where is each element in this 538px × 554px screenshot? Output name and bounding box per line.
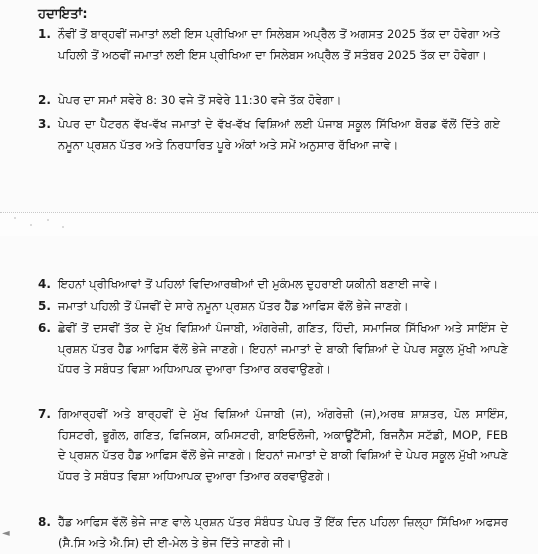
item-number: 2.: [38, 93, 51, 107]
item-number: 4.: [38, 277, 51, 291]
scan-speck: [14, 217, 16, 219]
item-number: 7.: [38, 407, 51, 421]
instructions-heading: ਹਦਾਇਤਾਂ:: [38, 7, 88, 22]
instruction-item-3: [38, 114, 500, 155]
item-number: 8.: [38, 515, 51, 529]
item-text: ਨੌਵੀਂ ਤੋਂ ਬਾਰ੍ਹਵੀਂ ਜਮਾਤਾਂ ਲਈ ਇਸ ਪ੍ਰੀਖਿਆ ਦਾ ਸਿਲੇਬਸ ਅਪ੍ਰੈਲ ਤੋਂ ਅਗਸਤ 2025 ਤੱਕ ਦਾ ਹੋਵੇਗਾ ਅਤੇ ਪਹਿਲੀ ਤੋਂ ਅਠਵੀਂ ਜਮਾਤਾਂ ਲਈ ਇਸ ਪ੍ਰੀਖਿਆ ਦਾ ਸਿਲੇਬਸ ਅਪ੍ਰੈਲ ਤੋਂ ਸਤੰਬਰ 2025 ਤੱਕ ਦਾ ਹੋਵੇਗਾ।: [58, 27, 500, 62]
item-text: ਪੇਪਰ ਦਾ ਪੈਟਰਨ ਵੱਖ-ਵੱਖ ਜਮਾਤਾਂ ਦੇ ਵੱਖ-ਵੱਖ ਵਿਸ਼ਿਆਂ ਲਈ ਪੰਜਾਬ ਸਕੂਲ ਸਿੱਖਿਆ ਬੋਰਡ ਵੱਲੋਂ ਦਿੱਤੇ ਗਏ ਨਮੂਨਾ ਪ੍ਰਸ਼ਨ ਪੱਤਰ ਅਤੇ ਨਿਰਧਾਰਿਤ ਪੂਰੇ ਅੰਕਾਂ ਅਤੇ ਸਮੇਂ ਅਨੁਸਾਰ ਰੱਖਿਆ ਜਾਵੇ।: [58, 117, 500, 152]
instruction-item-4: [38, 274, 508, 295]
item-number: 5.: [38, 299, 51, 313]
scan-speck: [30, 224, 32, 226]
item-text: ਹੈੱਡ ਆਫਿਸ ਵੱਲੋਂ ਭੇਜੇ ਜਾਣ ਵਾਲੇ ਪ੍ਰਸ਼ਨ ਪੱਤਰ ਸੰਬੰਧਤ ਪੇਪਰ ਤੋਂ ਇੱਕ ਦਿਨ ਪਹਿਲਾ ਜ਼ਿਲ੍ਹਾ ਸਿੱਖਿਆ ਅਫਸਰ (ਸੈ.ਸਿ ਅਤੇ ਐ.ਸਿ) ਦੀ ਈ-ਮੇਲ ਤੇ ਭੇਜ ਦਿੱਤੇ ਜਾਣਗੇ ਜੀ।: [58, 515, 508, 550]
item-number: 1.: [38, 27, 51, 41]
item-text: ਛੇਵੀਂ ਤੋਂ ਦਸਵੀਂ ਤੱਕ ਦੇ ਮੁੱਖ ਵਿਸ਼ਿਆਂ ਪੰਜਾਬੀ, ਅੰਗਰੇਜ਼ੀ, ਗਣਿਤ, ਹਿੰਦੀ, ਸਮਾਜਿਕ ਸਿੱਖਿਆ ਅਤੇ ਸਾਇੰਸ ਦੇ ਪ੍ਰਸ਼ਨ ਪੱਤਰ ਹੈਡ ਆਫਿਸ ਵੱਲੋਂ ਭੇਜੇ ਜਾਣਗੇ। ਇਹਨਾਂ ਜਮਾਤਾਂ ਦੇ ਬਾਕੀ ਵਿਸ਼ਿਆਂ ਦੇ ਪੇਪਰ ਸਕੂਲ ਮੁੱਖੀ ਆਪਣੇ ਪੱਧਰ ਤੇ ਸਬੰਧਤ ਵਿਸ਼ਾ ਅਧਿਆਪਕ ਦੁਆਰਾ ਤਿਆਰ ਕਰਵਾਉਣਗੇ।: [58, 321, 508, 376]
instruction-item-8: [38, 512, 508, 553]
instruction-item-1: [38, 24, 500, 65]
item-text: ਪੇਪਰ ਦਾ ਸਮਾਂ ਸਵੇਰੇ 8: 30 ਵਜੇ ਤੋਂ ਸਵੇਰੇ 11:30 ਵਜੇ ਤੱਕ ਹੋਵੇਗਾ।: [58, 93, 342, 107]
page-gap: [0, 212, 538, 237]
instruction-item-7: [38, 404, 508, 486]
document-fragment-top: [0, 0, 538, 212]
instruction-item-5: [38, 296, 508, 317]
document-fragment-bottom: [0, 236, 538, 554]
scan-speck: [47, 219, 49, 221]
item-text: ਜਮਾਤਾਂ ਪਹਿਲੀ ਤੋਂ ਪੰਜਵੀਂ ਦੇ ਸਾਰੇ ਨਮੂਨਾ ਪ੍ਰਸ਼ਨ ਪੱਤਰ ਹੈੱਡ ਆਫਿਸ ਵੱਲੋਂ ਭੇਜੇ ਜਾਣਗੇ।: [58, 299, 409, 313]
item-number: 3.: [38, 117, 51, 131]
item-text: ਇਹਨਾਂ ਪ੍ਰੀਖਿਆਵਾਂ ਤੋਂ ਪਹਿਲਾਂ ਵਿਦਿਆਰਥੀਆਂ ਦੀ ਮੁਕੰਮਲ ਦੁਹਰਾਈ ਯਕੀਨੀ ਬਣਾਈ ਜਾਵੇ।: [58, 277, 439, 291]
cursor-arrow-icon: ◄: [2, 528, 10, 539]
scan-speck: [62, 226, 64, 228]
item-number: 6.: [38, 321, 51, 335]
instruction-item-2: [38, 90, 500, 111]
item-text: ਗਿਆਰ੍ਹਵੀਂ ਅਤੇ ਬਾਰ੍ਹਵੀਂ ਦੇ ਮੁੱਖ ਵਿਸ਼ਿਆਂ ਪੰਜਾਬੀ (ਜ), ਅੰਗਰੇਜ਼ੀ (ਜ),ਅਰਥ ਸ਼ਾਸ਼ਤਰ, ਪੋਲ ਸਾਇੰਸ, ਹਿਸਟਰੀ, ਭੂਗੋਲ, ਗਣਿਤ, ਫਿਜਿਕਸ, ਕਮਿਸਟਰੀ, ਬਾਇਓਲੋਜੀ, ਅਕਾਊਂਟੈਂਸੀ, ਬਿਜਨੈਸ ਸਟੱਡੀ, MOP, FEB ਦੇ ਪ੍ਰਸ਼ਨ ਪੱਤਰ ਹੈਡ ਆਫਿਸ ਵੱਲੋਂ ਭੇਜੇ ਜਾਣਗੇ। ਇਹਨਾਂ ਜਮਾਤਾਂ ਦੇ ਬਾਕੀ ਵਿਸ਼ਿਆਂ ਦੇ ਪੇਪਰ ਸਕੂਲ ਮੁੱਖੀ ਆਪਣੇ ਪੱਧਰ ਤੇ ਸਬੰਧਤ ਵਿਸ਼ਾ ਅਧਿਆਪਕ ਦੁਆਰਾ ਤਿਆਰ ਕਰਵਾਉਣਗੇ।: [58, 407, 508, 483]
instruction-item-6: [38, 318, 508, 380]
